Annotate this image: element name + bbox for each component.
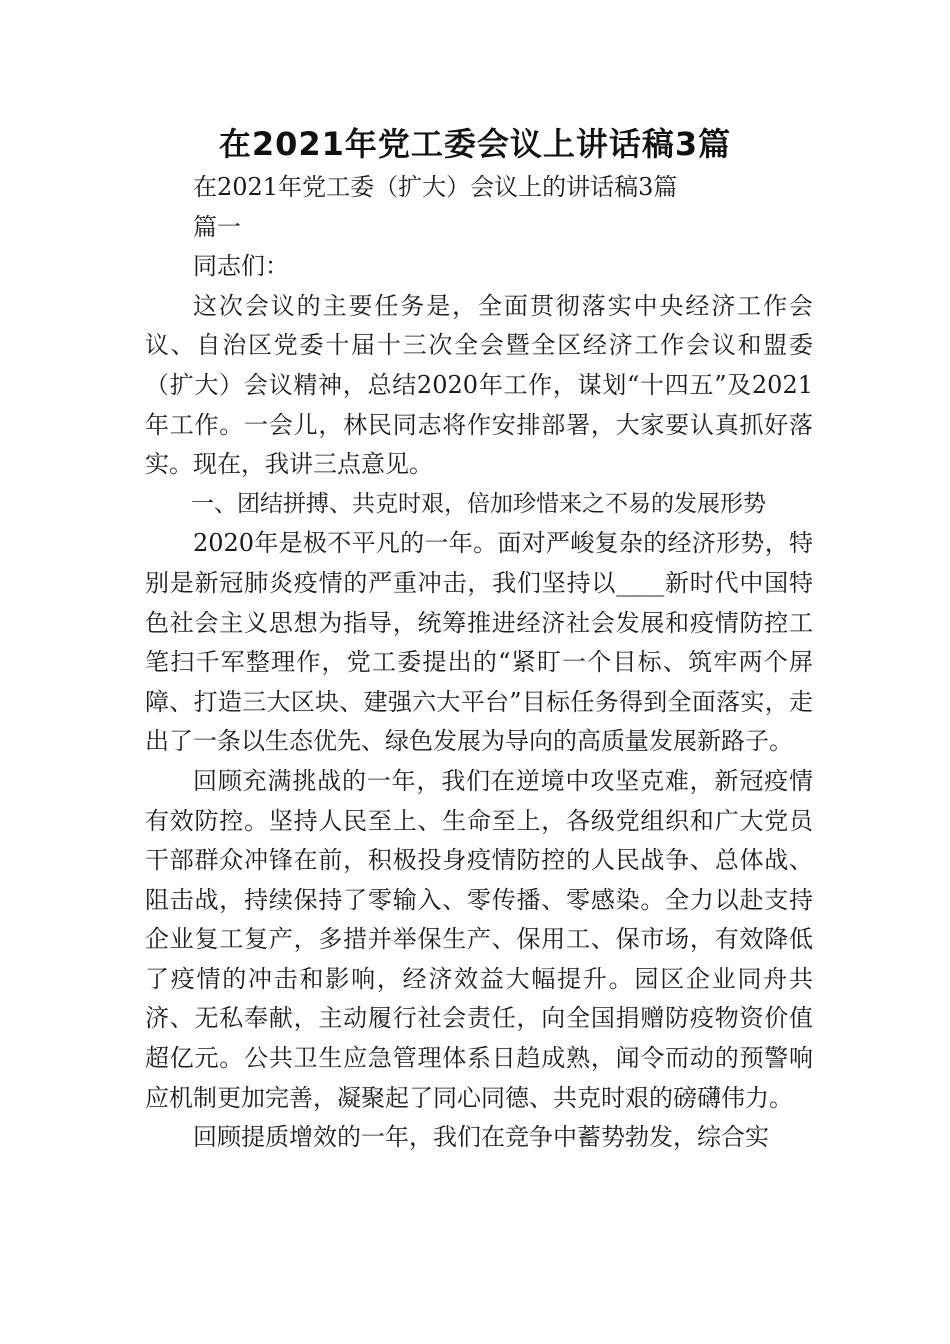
salutation: 同志们： <box>193 252 289 281</box>
document-title: 在2021年党工委会议上讲话稿3篇 <box>218 125 732 163</box>
body-paragraph: 这次会议的主要任务是，全面贯彻落实中央经济工作会议、自治区党委十届十三次全会暨全区经济工作会议和盟委（扩大）会议精神，总结2020年工作，谋划“十四五”及2021年工作。一会儿，林民同志将作安排部署，大家要认真抓好落实。现在，我讲三点意见。 <box>145 291 813 479</box>
section-label: 篇一 <box>193 212 241 241</box>
body-paragraph: 2020年是极不平凡的一年。面对严峻复杂的经济形势，特别是新冠肺炎疫情的严重冲击，我们坚持以____新时代中国特色社会主义思想为指导，统筹推进经济社会发展和疫情防控工笔扫千军整理作，党工委提出的“紧盯一个目标、筑牢两个屏障、打造三大区块、建强六大平台”目标任务得到全面落实，走出了一条以生态优先、绿色发展为导向的高质量发展新路子。 <box>145 529 813 756</box>
body-paragraph: 回顾提质增效的一年，我们在竞争中蓄势勃发，综合实 <box>193 1123 769 1152</box>
subtitle-paragraph: 在2021年党工委（扩大）会议上的讲话稿3篇 <box>193 173 678 201</box>
body-paragraph: 回顾充满挑战的一年，我们在逆境中攻坚克难，新冠疫情有效防控。坚持人民至上、生命至上，各级党组织和广大党员干部群众冲锋在前，积极投身疫情防控的人民战争、总体战、阻击战，持续保持了零输入、零传播、零感染。全力以赴支持企业复工复产，多措并举保生产、保用工、保市场，有效降低了疫情的冲击和影响，经济效益大幅提升。园区企业同舟共济、无私奉献，主动履行社会责任，向全国捐赠防疫物资价值超亿元。公共卫生应急管理体系日趋成熟，闻令而动的预警响应机制更加完善，凝聚起了同心同德、共克时艰的磅礴伟力。 <box>145 766 813 1112</box>
document-body <box>145 168 813 1158</box>
section-heading: 一、团结拼搏、共克时艰，倍加珍惜来之不易的发展形势 <box>191 490 766 517</box>
